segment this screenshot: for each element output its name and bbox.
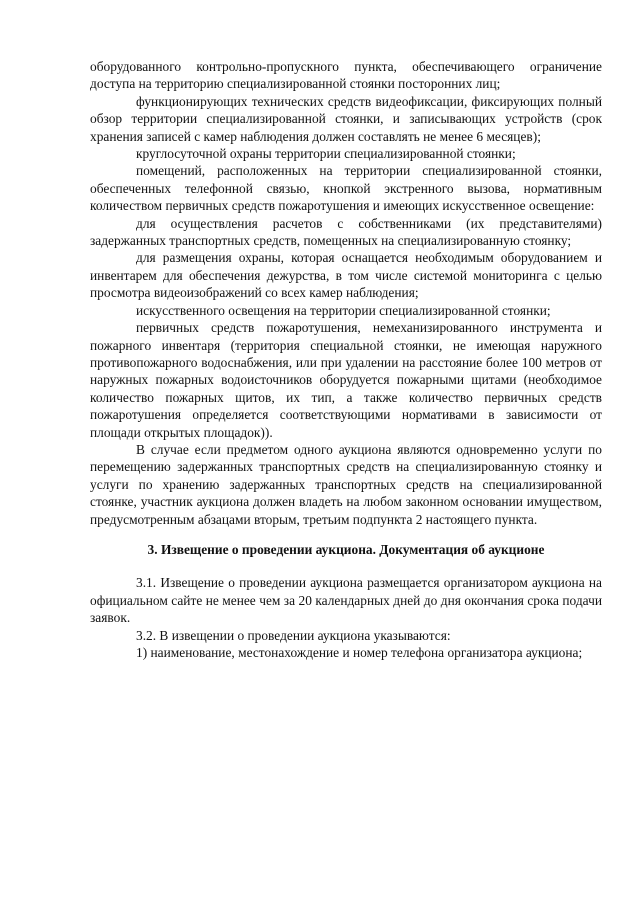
- paragraph-video-recording: функционирующих технических средств видеофиксации, фиксирующих полный обзор территории специализированной стоянки, и записывающих устройств (срок хранения записей с камер наблюдения должен составлять не менее 6 месяцев);: [90, 93, 602, 144]
- paragraph-3-2-1: 1) наименование, местонахождение и номер телефона организатора аукциона;: [136, 645, 583, 660]
- paragraph-3-1: 3.1. Извещение о проведении аукциона размещается организатором аукциона на официальном сайте не менее чем за 20 календарных дней до дня окончания срока подачи заявок.: [90, 575, 602, 626]
- paragraph-security: круглосуточной охраны территории специализированной стоянки;: [136, 146, 516, 162]
- paragraph-guard-room: для размещения охраны, которая оснащается необходимым оборудованием и инвентарем для обеспечения дежурства, в том числе системой мониторинга с целью просмотра видеоизображений со всех камер наблюдения;: [90, 250, 602, 301]
- section-heading: 3. Извещение о проведении аукциона. Документация об аукционе: [147, 541, 545, 557]
- paragraph-lighting: искусственного освещения на территории специализированной стоянки;: [136, 302, 551, 318]
- paragraph-fire-safety: первичных средств пожаротушения, немеханизированного инструмента и пожарного инвентаря (территория специальной стоянки, не имеющая наружного противопожарного водоснабжения, или при удалении на расстояние более 100 метров от наружных пожарных водоисточников оборудуется пожарными щитами (необходимое количество пожарных щитов, их тип, а также количество первичных средств пожаротушения определяется соответствующими нормативами в зависимости от площади открытых площадок)).: [90, 320, 602, 440]
- paragraph-payments: для осуществления расчетов с собственниками (их представителями) задержанных транспортных средств, помещенных на специализированную стоянку;: [90, 215, 602, 249]
- paragraph-3-2: 3.2. В извещении о проведении аукциона указываются:: [136, 627, 451, 643]
- document-page: [90, 58, 602, 661]
- paragraph-premises: помещений, расположенных на территории специализированной стоянки, обеспеченных телефонной связью, кнопкой экстренного вызова, нормативным количеством первичных средств пожаротушения и имеющих искусственное освещение:: [90, 163, 602, 214]
- paragraph-auction-subject: В случае если предметом одного аукциона являются одновременно услуги по перемещению задержанных транспортных средств на специализированную стоянку и услуги по хранению задержанных транспортных средств на специализированной стоянке, участник аукциона должен владеть на любом законном основании имуществом, предусмотренным абзацами вторым, третьим подпункта 2 настоящего пункта.: [90, 441, 602, 527]
- paragraph-checkpoint: оборудованного контрольно-пропускного пункта, обеспечивающего ограничение доступа на территорию специализированной стоянки посторонних лиц;: [90, 59, 602, 92]
